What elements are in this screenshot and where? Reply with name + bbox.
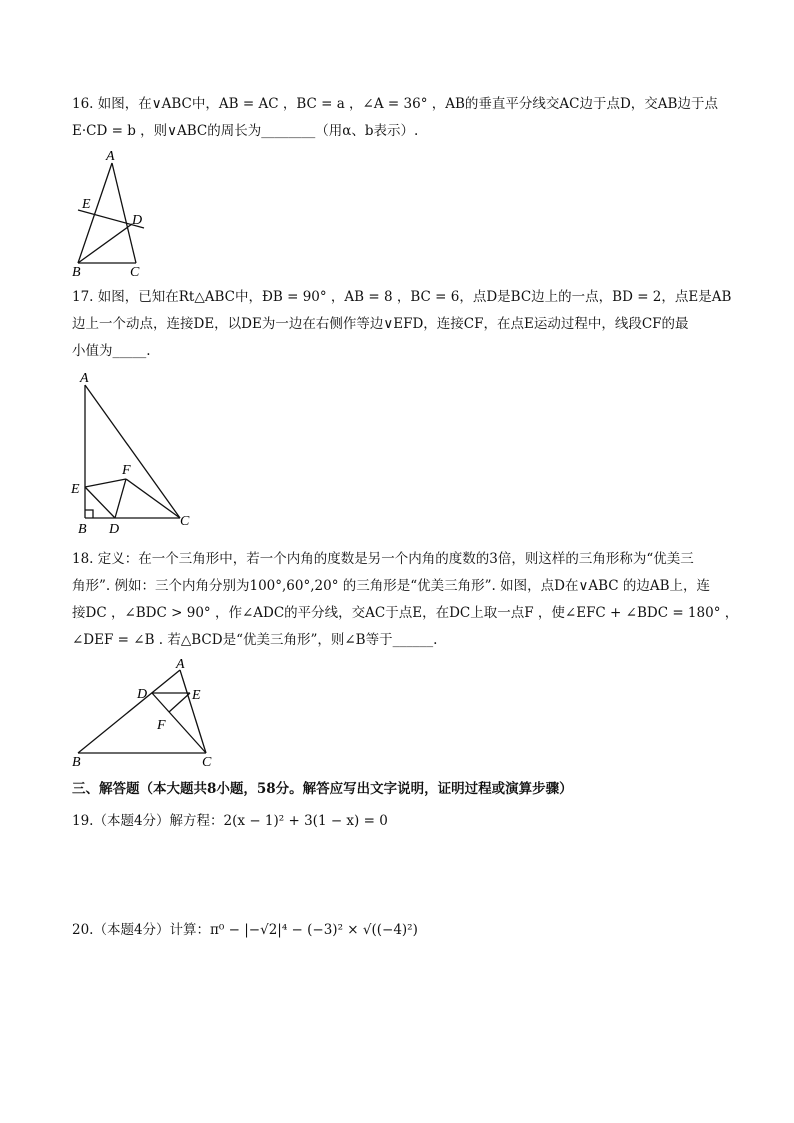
q17-label-D: D <box>109 522 120 537</box>
q18-line2: 角形”. 例如：三个内角分别为100°,60°,20° 的三角形是“优美三角形”. 如图，点D在∨ABC 的边AB上，连 <box>72 578 711 594</box>
q20-text: 20.（本题4分）计算：π⁰ − |−√2|⁴ − (−3)² × √((−4)²) <box>72 922 418 938</box>
q17-label-C: C <box>180 514 190 529</box>
q18-line4: ∠DEF = ∠B . 若△BCD是“优美三角形”，则∠B等于______. <box>72 632 438 648</box>
q16-triangle-figure <box>70 146 160 280</box>
q17-triangle-figure <box>68 366 198 538</box>
q18-label-F: F <box>157 718 166 733</box>
q18-label-D: D <box>137 687 148 702</box>
q19-text: 19.（本题4分）解方程：2(x − 1)² + 3(1 − x) = 0 <box>72 813 388 829</box>
q16-label-D: D <box>132 213 143 228</box>
q16-label-A: A <box>106 149 115 164</box>
q17-line2: 边上一个动点，连接DE，以DE为一边在右侧作等边∨EFD，连接CF，在点E运动过程中，线段CF的最 <box>72 316 689 332</box>
q17-line3: 小值为_____. <box>72 343 151 359</box>
q16-line1: 16. 如图，在∨ABC中，AB = AC ，BC = a ，∠A = 36° ，AB的垂直平分线交AC边于点D，交AB边于点 <box>72 96 718 112</box>
q18-label-C: C <box>202 755 212 769</box>
q16-line2: E·CD = b ，则∨ABC的周长为________（用α、b表示）. <box>72 123 419 139</box>
q17-label-F: F <box>122 463 131 478</box>
q17-label-B: B <box>78 522 87 537</box>
q16-label-E: E <box>82 197 91 212</box>
q17-line1: 17. 如图，已知在Rt△ABC中，ÐB = 90° ，AB = 8 ，BC = 6，点D是BC边上的一点，BD = 2，点E是AB <box>72 289 732 305</box>
q18-label-E: E <box>192 688 201 703</box>
q18-line3: 接DC ，∠BDC > 90° ，作∠ADC的平分线，交AC于点E，在DC上取一点F ，使∠EFC + ∠BDC = 180° ， <box>72 605 739 621</box>
section-heading: 三、解答题（本大题共8小题，58分。解答应写出文字说明，证明过程或演算步骤） <box>72 781 573 797</box>
q17-label-A: A <box>80 371 89 386</box>
q18-line1: 18. 定义：在一个三角形中，若一个内角的度数是另一个内角的度数的3倍，则这样的三角形称为“优美三 <box>72 551 694 567</box>
q16-label-B: B <box>72 265 81 280</box>
q18-triangle-figure <box>70 655 220 769</box>
q18-label-B: B <box>72 755 81 769</box>
q17-label-E: E <box>71 482 80 497</box>
q18-label-A: A <box>176 657 185 672</box>
q16-label-C: C <box>130 265 140 280</box>
